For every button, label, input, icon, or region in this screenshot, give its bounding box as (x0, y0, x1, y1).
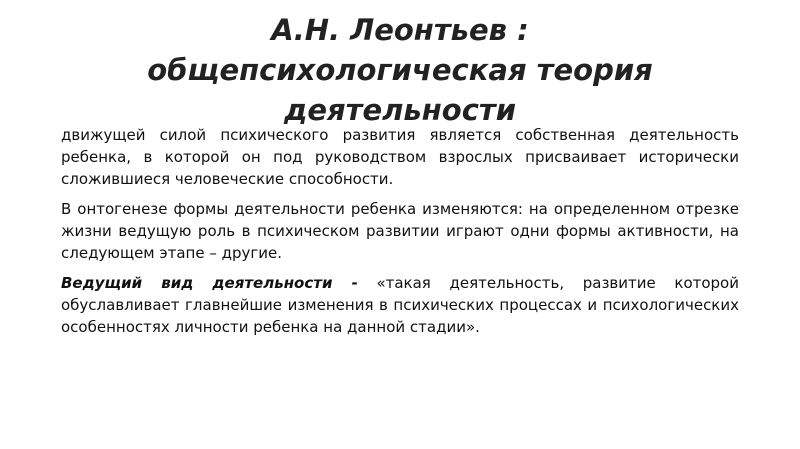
title-line-3: деятельности (283, 93, 517, 127)
paragraph-leading-activity (61, 272, 739, 338)
leading-activity-definition: «такая деятельность, развитие которой обуславливает главнейшие изменения в психических процессах и психологических особенностях личности ребенка на данной стадии». (61, 274, 739, 336)
title-line-1: А.Н. Леонтьев : (271, 13, 529, 47)
paragraph-driving-force: движущей силой психического развития является собственная деятельность ребенка, в которой он под руководством взрослых присваивает исторически сложившиеся человеческие способности. (61, 126, 739, 188)
paragraph-ontogenesis: В онтогенезе формы деятельности ребенка изменяются: на определенном отрезке жизни ведущую роль в психическом развитии играют одни формы активности, на следующем этапе – другие. (61, 200, 739, 262)
slide-title (40, 10, 760, 130)
slide-body (61, 124, 739, 346)
title-line-2: общепсихологическая теория (147, 53, 653, 87)
leading-activity-term: Ведущий вид деятельности - (61, 274, 358, 292)
